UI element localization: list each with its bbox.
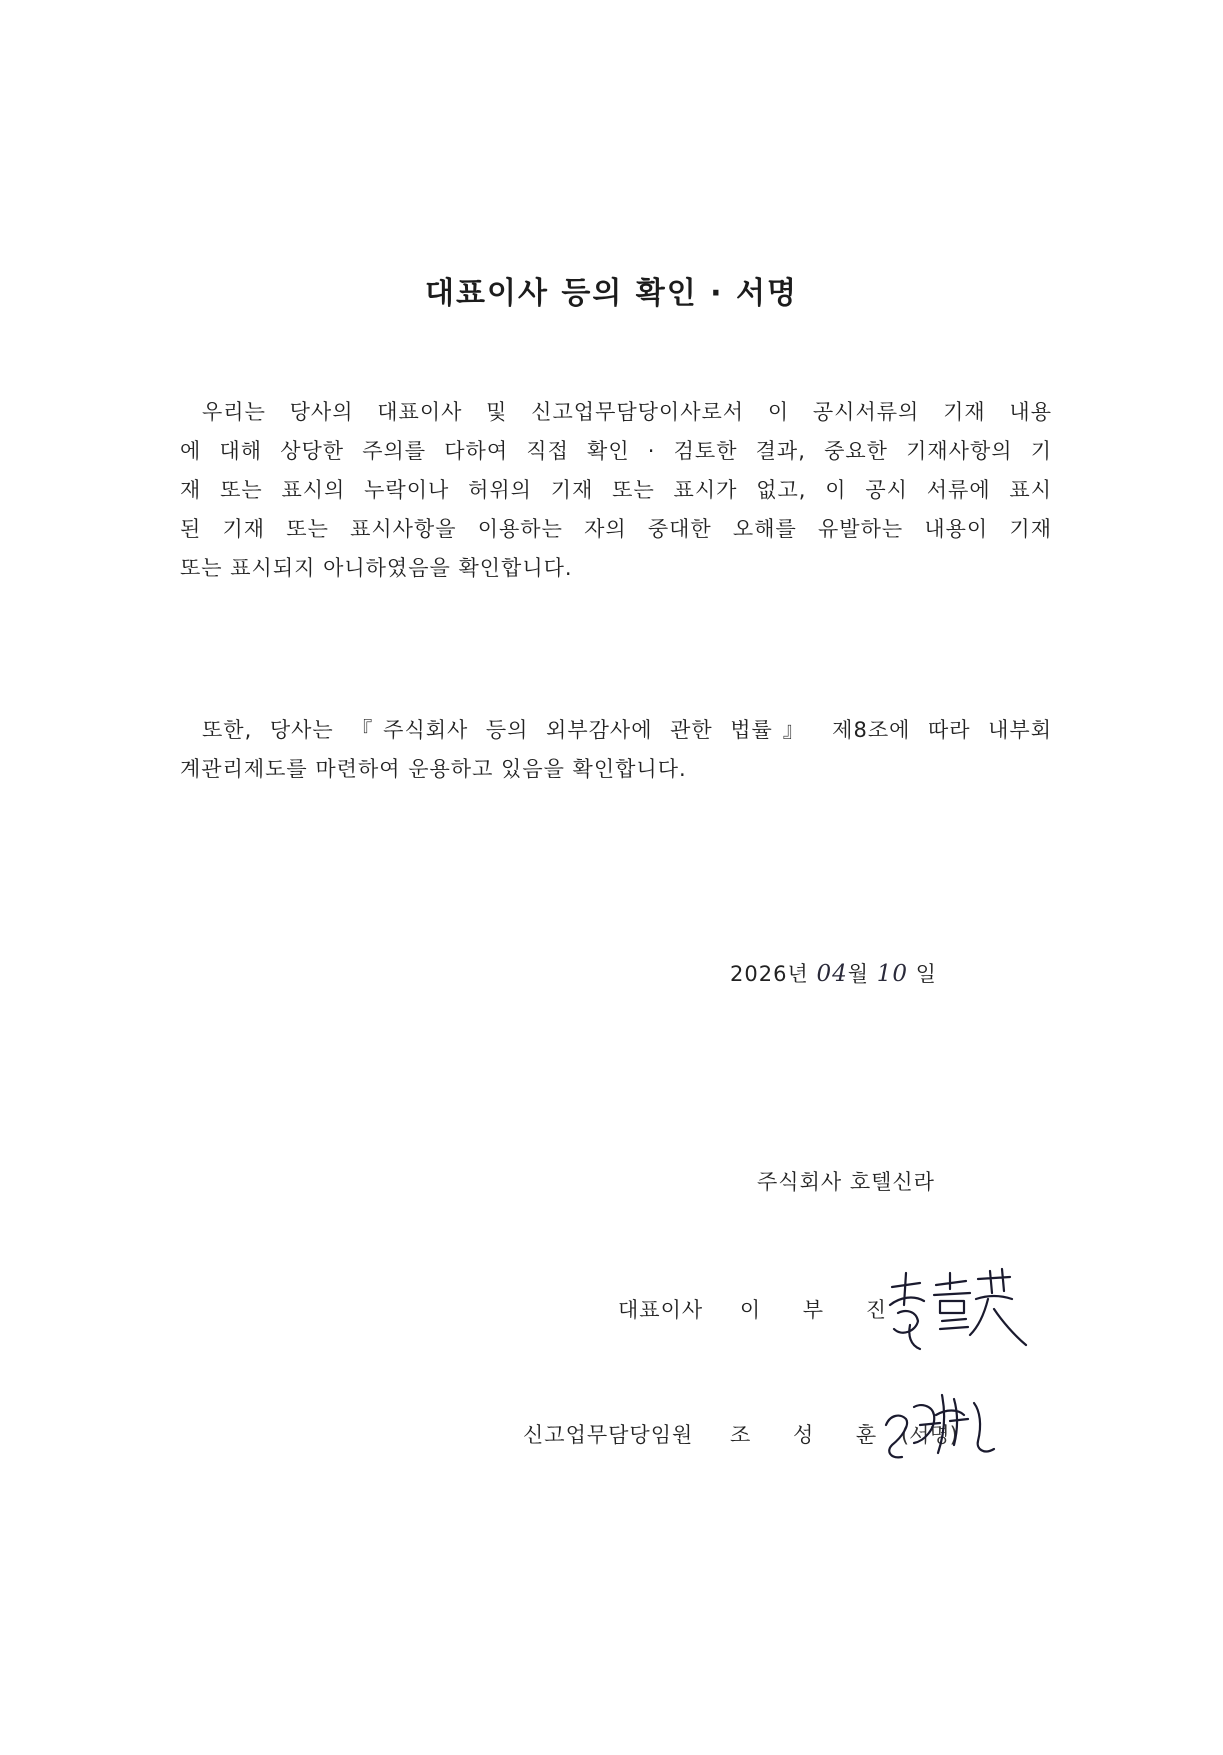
date-year: 2026	[730, 962, 788, 986]
signatory-name: 조 성 훈	[729, 1423, 895, 1447]
paragraph-line: 또한, 당사는 『주식회사 등의 외부감사에 관한 법률』 제8조에 따라 내부회	[202, 718, 1052, 742]
confirmation-paragraph	[180, 393, 1052, 588]
paragraph-line: 또는 표시되지 아니하였음을 확인합니다.	[180, 556, 573, 580]
signatory-role: 신고업무담당임원	[523, 1423, 694, 1447]
date-day: 10	[876, 961, 908, 987]
signing-date	[730, 958, 937, 988]
signatory-role: 대표이사	[618, 1298, 704, 1322]
paragraph-line: 재 또는 표시의 누락이나 허위의 기재 또는 표시가 없고, 이 공시 서류에 표시	[180, 478, 1052, 502]
paragraph-line: 된 기재 또는 표시사항을 이용하는 자의 중대한 오해를 유발하는 내용이 기재	[180, 517, 1052, 541]
handwritten-signature-ceo	[880, 1265, 1030, 1355]
signatory-ceo	[618, 1294, 904, 1324]
paragraph-line: 에 대해 상당한 주의를 다하여 직접 확인 · 검토한 결과, 중요한 기재사항의 기	[180, 439, 1052, 463]
internal-control-paragraph	[180, 711, 1052, 789]
paragraph-line: 우리는 당사의 대표이사 및 신고업무담당이사로서 이 공시서류의 기재 내용	[202, 400, 1052, 424]
handwritten-signature-officer	[880, 1385, 1000, 1475]
signatory-name: 이 부 진	[739, 1298, 905, 1322]
date-day-unit: 일	[915, 962, 937, 986]
date-month: 04	[816, 961, 848, 987]
page-title: 대표이사 등의 확인 · 서명	[425, 276, 798, 311]
signature-placeholder: (서명)	[900, 1423, 958, 1447]
date-year-unit: 년	[787, 962, 809, 986]
date-month-unit: 월	[847, 962, 870, 986]
paragraph-line: 계관리제도를 마련하여 운용하고 있음을 확인합니다.	[180, 757, 687, 781]
company-name: 주식회사 호텔신라	[757, 1170, 935, 1194]
